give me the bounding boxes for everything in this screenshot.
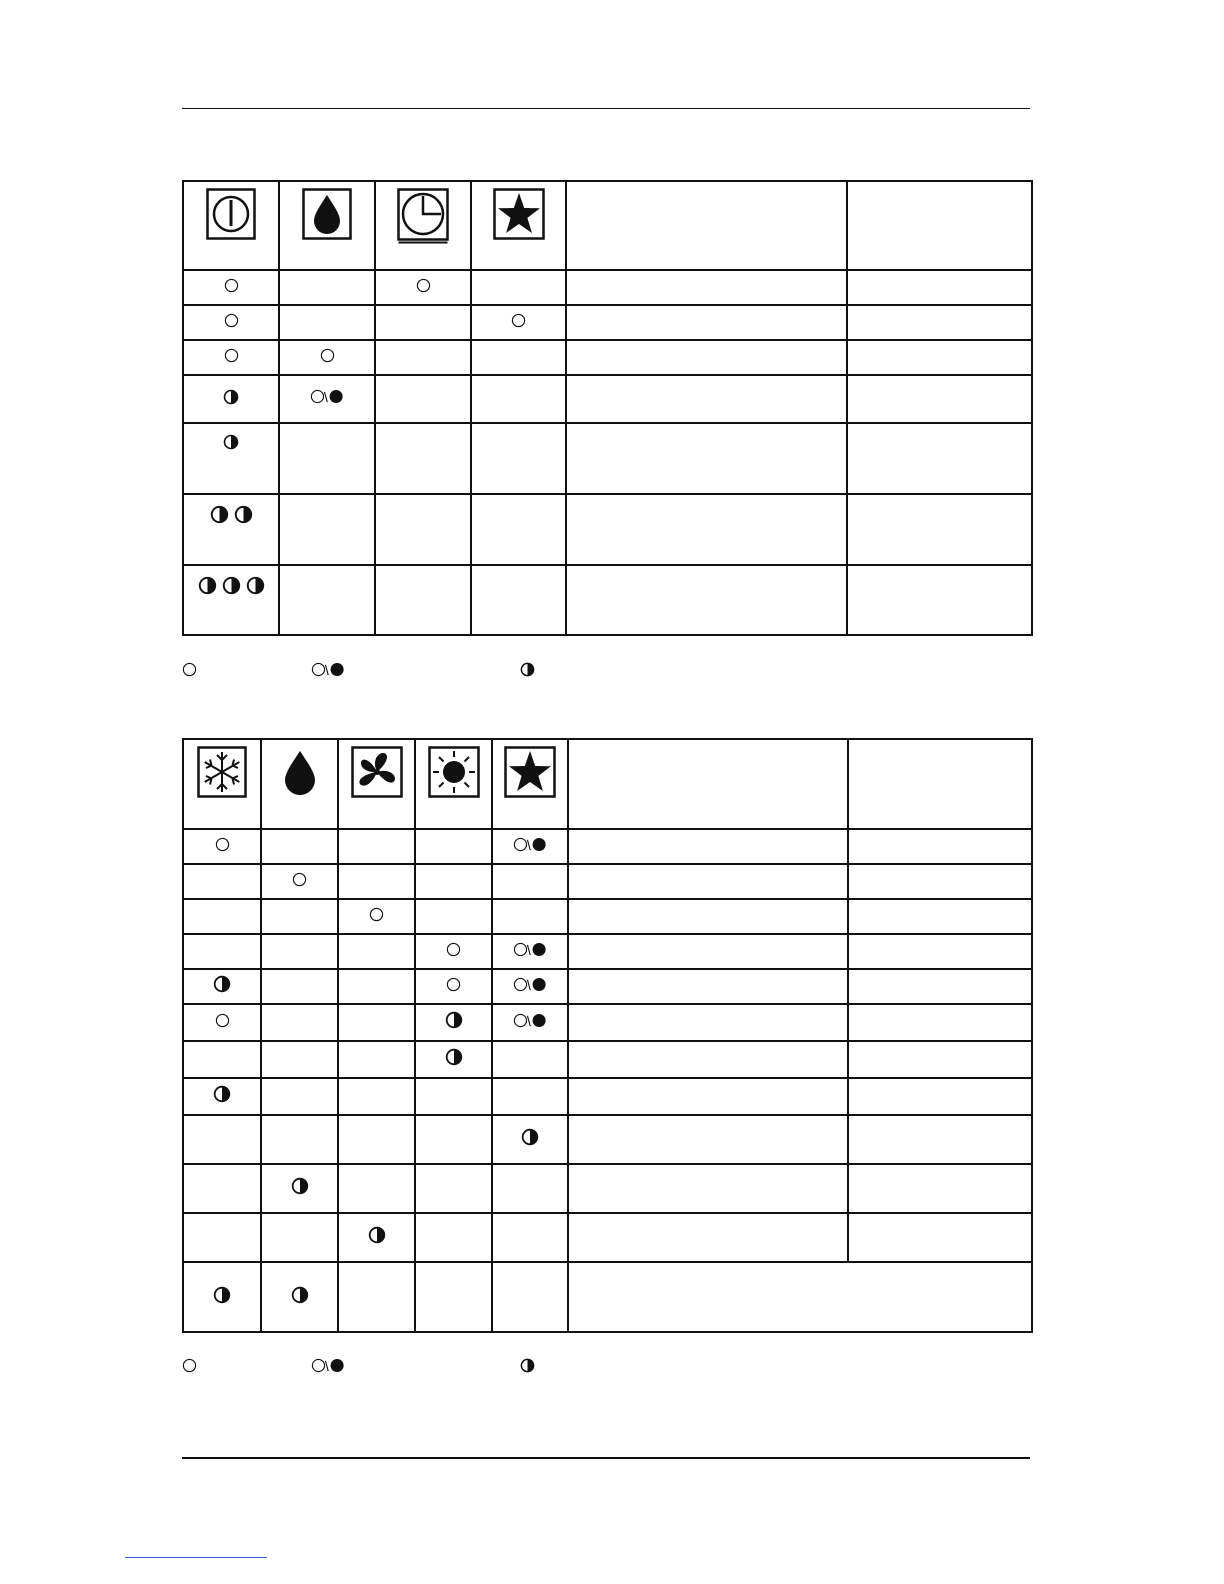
status-half [213,1085,231,1103]
description-cell [568,1078,848,1115]
status-off-on [311,1358,346,1373]
status-off-on [311,662,346,677]
power-icon [206,188,256,240]
status-cell [183,1004,261,1041]
half-circle-icon [213,1286,231,1304]
status-cell [415,1164,492,1213]
status-cell [183,340,279,375]
status-off [224,278,239,293]
status-cell [471,494,566,565]
notes-cell [848,1004,1032,1041]
status-cell [415,864,492,899]
status-cell [183,1115,261,1164]
status-cell [492,1004,568,1041]
status-cell [183,305,279,340]
header-cell-clock [375,181,471,270]
notes-cell [848,829,1032,864]
status-cell [471,375,566,423]
description-cell-merged [568,1262,1032,1332]
status-half [291,1286,309,1304]
status-half [368,1226,386,1244]
table-row [183,270,1032,305]
notes-cell [847,270,1032,305]
status-cell [279,340,375,375]
star-icon [493,188,545,240]
legend-half [520,1358,535,1373]
table-row [183,375,1032,423]
notes-cell [848,1041,1032,1078]
status-cell [415,1078,492,1115]
half-circle-icon [210,505,229,524]
legend-off-on [311,662,346,677]
status-cell [183,864,261,899]
table-row [183,340,1032,375]
notes-cell [847,340,1032,375]
header-cell-notes [847,181,1032,270]
sun-icon [428,746,480,798]
open-circle-icon [320,348,335,363]
status-cell [338,1004,415,1041]
open-circle-icon [446,977,461,992]
notes-cell [848,899,1032,934]
status-off [446,942,461,957]
status-cell [279,375,375,423]
description-cell [568,1115,848,1164]
status-cell [471,270,566,305]
half-circle-icon [445,1048,463,1066]
status-cell [261,934,338,969]
status-cell [183,829,261,864]
status-cell [375,494,471,565]
status-cell [492,934,568,969]
status-cell [183,1262,261,1332]
open-circle-icon [224,348,239,363]
open-circle-icon [182,662,197,677]
status-off-on [513,977,548,992]
indicator-table-1 [182,180,1033,636]
off-on-circle-icon [311,662,346,677]
status-cell [492,864,568,899]
description-cell [568,934,848,969]
status-cell [279,494,375,565]
status-cell [183,375,279,423]
status-cell [338,829,415,864]
status-half [213,975,231,993]
status-cell [375,340,471,375]
open-circle-icon [369,907,384,922]
status-off [215,1013,230,1028]
table-row [183,864,1032,899]
header-cell-description [566,181,847,270]
status-half [213,1286,231,1304]
notes-cell [848,1164,1032,1213]
open-circle-icon [215,1013,230,1028]
status-cell [415,969,492,1004]
status-cell [375,375,471,423]
status-half [521,1128,539,1146]
half-circle-icon [198,576,217,595]
status-half [291,1177,309,1195]
status-off [446,977,461,992]
fan-icon [351,746,403,798]
notes-cell [847,423,1032,494]
table-header-row [183,181,1032,270]
header-rule [182,108,1030,109]
off-on-circle-icon [311,1358,346,1373]
description-cell [566,375,847,423]
status-cell [492,969,568,1004]
status-cell [338,1115,415,1164]
status-cell [338,1164,415,1213]
table-row [183,423,1032,494]
open-circle-icon [224,278,239,293]
status-off [511,313,526,328]
status-cell [338,934,415,969]
status-cell [338,864,415,899]
half-circle-icon [520,662,535,677]
half-circle-icon [222,576,241,595]
status-cell [492,899,568,934]
notes-cell [848,1213,1032,1262]
table-row [183,1078,1032,1115]
legend-off [182,662,197,677]
footer-rule [182,1457,1030,1459]
table-row [183,305,1032,340]
status-cell [261,1213,338,1262]
table-row [183,899,1032,934]
clock-icon [397,188,449,244]
status-half [520,1358,535,1373]
table-row [183,1164,1032,1213]
status-off [215,837,230,852]
status-off [182,662,197,677]
half-circle-icon [291,1286,309,1304]
status-cell [492,829,568,864]
open-circle-icon [416,278,431,293]
status-cell [183,1164,261,1213]
status-off-on [513,837,548,852]
description-cell [566,340,847,375]
status-off [224,348,239,363]
header-cell-description [568,739,848,829]
half-circle-group [198,576,265,595]
status-cell [492,1078,568,1115]
notes-cell [847,305,1032,340]
status-cell [279,565,375,635]
status-half [223,434,239,450]
table-header-row [183,739,1032,829]
legend-1 [182,662,1030,684]
description-cell [568,899,848,934]
status-cell [492,1041,568,1078]
notes-cell [848,1078,1032,1115]
status-cell [375,270,471,305]
status-cell [415,1041,492,1078]
status-cell [261,1004,338,1041]
status-cell [183,1213,261,1262]
notes-cell [848,934,1032,969]
notes-cell [847,565,1032,635]
description-cell [568,1004,848,1041]
table-row [183,1213,1032,1262]
header-cell-power [183,181,279,270]
status-cell [471,423,566,494]
status-cell [415,1115,492,1164]
status-half [445,1011,463,1029]
status-cell [183,270,279,305]
status-cell [338,1078,415,1115]
half-circle-group [210,505,253,524]
status-half [223,389,239,405]
status-cell [492,1262,568,1332]
status-cell [338,1213,415,1262]
half-circle-icon [213,975,231,993]
status-cell [279,270,375,305]
status-cell [279,423,375,494]
status-cell [183,423,279,494]
off-on-circle-icon [513,1013,548,1028]
half-circle-icon [246,576,265,595]
status-cell [415,1262,492,1332]
description-cell [566,494,847,565]
notes-cell [848,1115,1032,1164]
open-circle-icon [182,1358,197,1373]
half-circle-icon [520,1358,535,1373]
header-cell-drop [279,181,375,270]
description-cell [568,1213,848,1262]
description-cell [568,1164,848,1213]
status-cell [183,1078,261,1115]
status-cell [261,1164,338,1213]
status-off [224,313,239,328]
open-circle-icon [511,313,526,328]
status-cell [415,1213,492,1262]
table-row [183,829,1032,864]
open-circle-icon [446,942,461,957]
status-cell [183,1041,261,1078]
status-half-group [198,576,265,595]
status-cell [183,494,279,565]
status-cell [338,899,415,934]
half-circle-icon [445,1011,463,1029]
status-cell [261,969,338,1004]
drop-icon [277,746,323,798]
header-cell-drop [261,739,338,829]
notes-cell [848,864,1032,899]
status-off [416,278,431,293]
status-off [369,907,384,922]
half-circle-icon [521,1128,539,1146]
status-off-on [513,1013,548,1028]
table-row [183,1041,1032,1078]
footer-link-underline [125,1557,267,1558]
status-cell [415,829,492,864]
status-cell [375,305,471,340]
table-row [183,1004,1032,1041]
status-off [292,872,307,887]
star-icon [504,746,556,798]
status-cell [183,565,279,635]
half-circle-icon [223,434,239,450]
description-cell [566,270,847,305]
description-cell [568,829,848,864]
notes-cell [847,494,1032,565]
status-cell [261,1115,338,1164]
status-cell [261,864,338,899]
status-cell [415,899,492,934]
status-cell [471,305,566,340]
description-cell [568,864,848,899]
description-cell [568,969,848,1004]
status-off [320,348,335,363]
off-on-circle-icon [513,837,548,852]
status-half [445,1048,463,1066]
description-cell [566,565,847,635]
status-cell [375,423,471,494]
status-cell [183,934,261,969]
legend-off-on [311,1358,346,1373]
status-cell [471,565,566,635]
table-row [183,934,1032,969]
header-cell-sun [415,739,492,829]
status-half-group [210,505,253,524]
off-on-circle-icon [513,977,548,992]
table-row [183,969,1032,1004]
status-cell [338,1262,415,1332]
open-circle-icon [224,313,239,328]
description-cell [566,305,847,340]
drop-icon [302,188,352,240]
status-cell [261,899,338,934]
off-on-circle-icon [310,389,345,404]
header-cell-fan [338,739,415,829]
status-half [520,662,535,677]
legend-2 [182,1358,1030,1380]
notes-cell [848,969,1032,1004]
header-cell-star [492,739,568,829]
header-cell-star [471,181,566,270]
status-cell [183,969,261,1004]
half-circle-icon [368,1226,386,1244]
description-cell [566,423,847,494]
description-cell [568,1041,848,1078]
status-off-on [513,942,548,957]
status-cell [338,1041,415,1078]
status-cell [338,969,415,1004]
indicator-table-2 [182,738,1033,1333]
status-cell [183,899,261,934]
half-circle-icon [234,505,253,524]
table-row [183,1262,1032,1332]
open-circle-icon [292,872,307,887]
table-row [183,494,1032,565]
status-cell [261,829,338,864]
status-cell [415,934,492,969]
half-circle-icon [223,389,239,405]
header-cell-notes [848,739,1032,829]
status-cell [261,1078,338,1115]
half-circle-icon [291,1177,309,1195]
status-cell [492,1213,568,1262]
status-off [182,1358,197,1373]
status-cell [492,1115,568,1164]
notes-cell [847,375,1032,423]
table-row [183,1115,1032,1164]
legend-off [182,1358,197,1373]
status-off-on [310,389,345,404]
header-cell-snowflake [183,739,261,829]
table-row [183,565,1032,635]
status-cell [261,1041,338,1078]
status-cell [471,340,566,375]
off-on-circle-icon [513,942,548,957]
status-cell [279,305,375,340]
status-cell [492,1164,568,1213]
status-cell [415,1004,492,1041]
snowflake-icon [197,746,247,798]
half-circle-icon [213,1085,231,1103]
legend-half [520,662,535,677]
status-cell [261,1262,338,1332]
open-circle-icon [215,837,230,852]
status-cell [375,565,471,635]
